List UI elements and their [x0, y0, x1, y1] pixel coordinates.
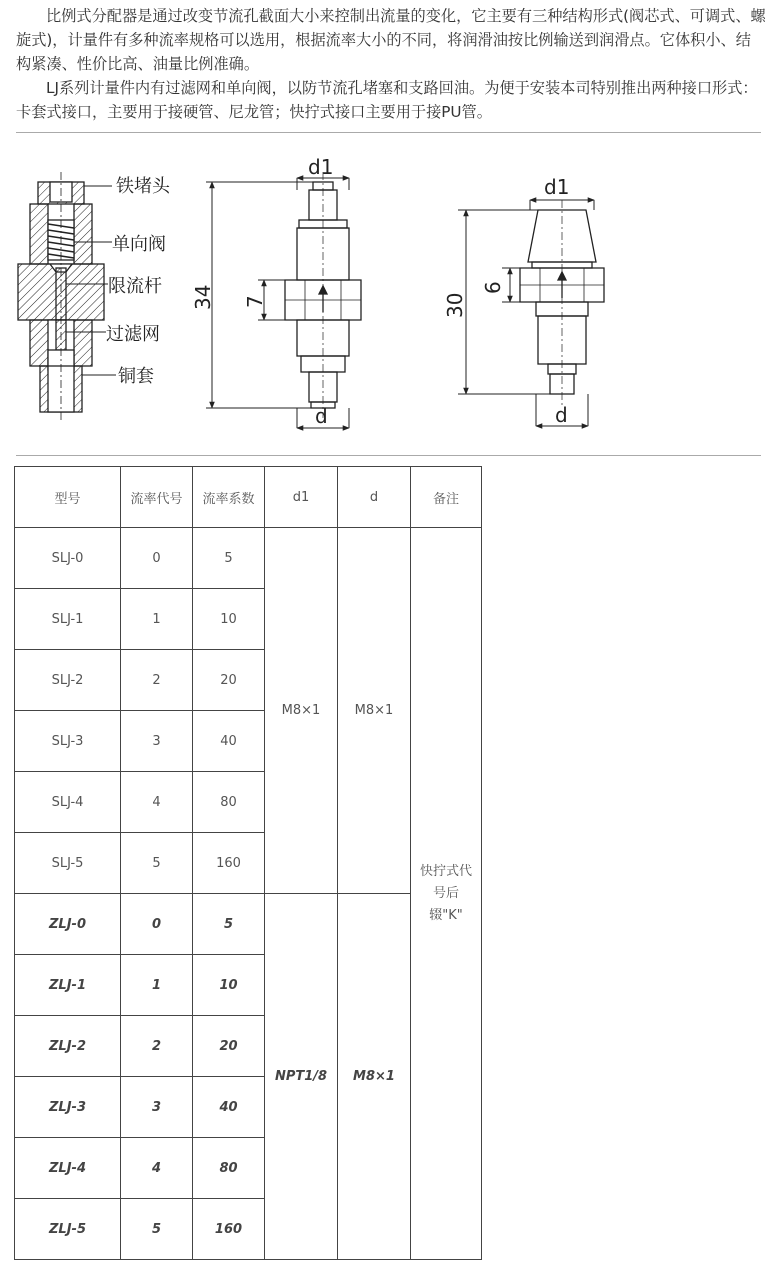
cell-code: 1 — [121, 955, 193, 1016]
cell-code: 2 — [121, 650, 193, 711]
cell-remark — [411, 528, 482, 1260]
cell-model: ZLJ-1 — [15, 955, 121, 1016]
right-part-view — [520, 200, 604, 408]
header-d: d — [338, 467, 411, 528]
technical-drawing — [0, 150, 777, 450]
cell-model: SLJ-0 — [15, 528, 121, 589]
cell-coef: 10 — [193, 589, 265, 650]
cell-coef: 20 — [193, 650, 265, 711]
cell-code: 3 — [121, 1077, 193, 1138]
cell-coef: 80 — [193, 1138, 265, 1199]
cell-model: SLJ-4 — [15, 772, 121, 833]
cell-coef: 160 — [193, 833, 265, 894]
header-d1: d1 — [265, 467, 338, 528]
cell-model: ZLJ-5 — [15, 1199, 121, 1260]
table-header-row — [15, 467, 482, 528]
spec-table — [14, 466, 482, 1260]
dim-d1-right: d1 — [544, 175, 570, 199]
cell-code: 4 — [121, 772, 193, 833]
intro-text — [16, 4, 766, 124]
cell-code: 0 — [121, 894, 193, 955]
cell-model: SLJ-2 — [15, 650, 121, 711]
cell-model: SLJ-5 — [15, 833, 121, 894]
remark-line-2: 号后 — [432, 885, 459, 901]
header-flow-coef: 流率系数 — [193, 467, 265, 528]
cell-code: 5 — [121, 833, 193, 894]
cell-d1-slj: M8×1 — [265, 528, 338, 894]
remark-line-1: 快拧式代 — [419, 863, 472, 879]
cell-coef: 80 — [193, 772, 265, 833]
middle-part-view — [285, 172, 361, 418]
cell-coef: 40 — [193, 1077, 265, 1138]
label-check-valve: 单向阀 — [112, 234, 166, 255]
cell-model: SLJ-1 — [15, 589, 121, 650]
cell-coef: 5 — [193, 894, 265, 955]
header-model: 型号 — [15, 467, 121, 528]
cell-d-slj: M8×1 — [338, 528, 411, 894]
header-remark: 备注 — [411, 467, 482, 528]
drawing-svg — [0, 150, 777, 450]
dim-d1-left: d1 — [308, 155, 334, 179]
cell-code: 1 — [121, 589, 193, 650]
remark-line-3: 辍"K" — [429, 907, 463, 923]
table-row — [15, 528, 482, 589]
cell-code: 3 — [121, 711, 193, 772]
cell-model: ZLJ-0 — [15, 894, 121, 955]
cell-model: ZLJ-4 — [15, 1138, 121, 1199]
dim-height-left: 34 — [191, 284, 215, 310]
divider-top — [16, 132, 761, 133]
dim-hex-left: 7 — [243, 295, 267, 308]
cell-model: SLJ-3 — [15, 711, 121, 772]
cell-code: 0 — [121, 528, 193, 589]
label-filter: 过滤网 — [106, 324, 160, 345]
dim-d-left: d — [315, 404, 328, 428]
dim-d-right: d — [555, 403, 568, 427]
label-iron-plug: 铁堵头 — [116, 176, 170, 197]
cell-coef: 20 — [193, 1016, 265, 1077]
dim-hex-right: 6 — [481, 281, 505, 294]
cell-model: ZLJ-3 — [15, 1077, 121, 1138]
header-flow-code: 流率代号 — [121, 467, 193, 528]
cell-code: 2 — [121, 1016, 193, 1077]
dim-height-right: 30 — [443, 292, 467, 318]
divider-bottom — [16, 455, 761, 456]
cell-coef: 160 — [193, 1199, 265, 1260]
cell-coef: 5 — [193, 528, 265, 589]
intro-paragraph-2: LJ系列计量件内有过滤网和单向阀，以防节流孔堵塞和支路回油。为便于安装本司特别推出两种接口形式：卡套式接口，主要用于接硬管、尼龙管；快拧式接口主要用于接PU管。 — [16, 79, 758, 121]
cell-d1-zlj: NPT1/8 — [265, 894, 338, 1260]
intro-paragraph-1: 比例式分配器是通过改变节流孔截面大小来控制出流量的变化，它主要有三种结构形式(阀芯式、可调式、螺旋式)，计量件有多种流率规格可以选用，根据流率大小的不同，将润滑油按比例输送到润滑点。它体积小、结构紧凑、性价比高、油量比例准确。 — [16, 7, 766, 73]
cell-code: 5 — [121, 1199, 193, 1260]
cell-model: ZLJ-2 — [15, 1016, 121, 1077]
section-view — [18, 172, 104, 422]
label-restrictor: 限流杆 — [108, 276, 162, 297]
cell-code: 4 — [121, 1138, 193, 1199]
label-copper-sleeve: 铜套 — [118, 366, 154, 387]
cell-coef: 40 — [193, 711, 265, 772]
cell-coef: 10 — [193, 955, 265, 1016]
cell-d-zlj: M8×1 — [338, 894, 411, 1260]
